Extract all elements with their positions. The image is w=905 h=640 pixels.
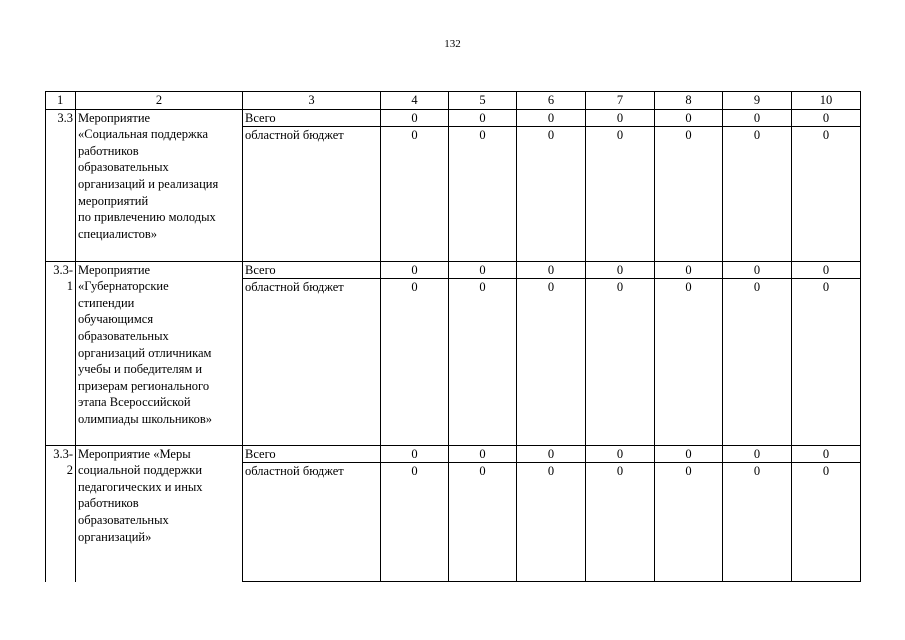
funding-source: Всего: [243, 109, 381, 127]
value-cell: 0: [792, 463, 861, 582]
item-name-line: «Социальная поддержка: [78, 127, 209, 142]
item-name-line: обучающимся: [78, 312, 154, 327]
value-cell: 0: [586, 279, 655, 445]
value-cell: 0: [449, 463, 517, 582]
item-name: [76, 445, 243, 582]
item-number: 3.3: [46, 109, 76, 261]
value-cell: 0: [655, 463, 723, 582]
value-cell: 0: [381, 445, 449, 463]
value-cell: 0: [517, 109, 586, 127]
item-name-line: этапа Всероссийской: [78, 395, 191, 410]
value-cell: 0: [655, 127, 723, 261]
value-cell: 0: [381, 127, 449, 261]
value-cell: 0: [381, 463, 449, 582]
item-name: [76, 109, 243, 261]
column-header: 9: [723, 92, 792, 110]
item-name-line: Мероприятие: [78, 262, 151, 277]
value-cell: 0: [381, 279, 449, 445]
item-number: 3.3-2: [46, 445, 76, 582]
table-row: [46, 261, 861, 279]
value-cell: 0: [723, 127, 792, 261]
value-cell: 0: [792, 261, 861, 279]
value-cell: 0: [517, 279, 586, 445]
value-cell: 0: [449, 109, 517, 127]
funding-source: областной бюджет: [243, 127, 381, 261]
value-cell: 0: [723, 279, 792, 445]
value-cell: 0: [586, 445, 655, 463]
value-cell: 0: [586, 109, 655, 127]
value-cell: 0: [655, 261, 723, 279]
value-cell: 0: [723, 109, 792, 127]
item-name-line: учебы и победителям и: [78, 362, 203, 377]
item-name-line: работников: [78, 496, 139, 511]
item-name: [76, 261, 243, 445]
item-name-line: организаций отличникам: [78, 345, 212, 360]
item-name-line: образовательных: [78, 512, 169, 527]
item-name-line: образовательных: [78, 328, 169, 343]
item-name-line: по привлечению молодых: [78, 210, 216, 225]
item-name-line: педагогических и иных: [78, 479, 203, 494]
column-header: 1: [46, 92, 76, 110]
value-cell: 0: [792, 279, 861, 445]
value-cell: 0: [449, 261, 517, 279]
value-cell: 0: [517, 463, 586, 582]
value-cell: 0: [655, 445, 723, 463]
funding-source: областной бюджет: [243, 463, 381, 582]
item-number: 3.3-1: [46, 261, 76, 445]
value-cell: 0: [449, 127, 517, 261]
funding-source: Всего: [243, 261, 381, 279]
budget-table: [45, 91, 861, 582]
column-header: 2: [76, 92, 243, 110]
item-name-line: Мероприятие «Меры: [78, 446, 191, 461]
value-cell: 0: [586, 463, 655, 582]
table-row: [46, 445, 861, 463]
item-name-line: образовательных: [78, 160, 169, 175]
value-cell: 0: [655, 109, 723, 127]
table-row: [46, 109, 861, 127]
funding-source: Всего: [243, 445, 381, 463]
column-header: 6: [517, 92, 586, 110]
page-number: 132: [444, 38, 461, 50]
column-header: 10: [792, 92, 861, 110]
value-cell: 0: [792, 445, 861, 463]
column-header: 4: [381, 92, 449, 110]
item-name-line: работников: [78, 143, 139, 158]
item-name-line: специалистов»: [78, 226, 157, 241]
value-cell: 0: [449, 445, 517, 463]
value-cell: 0: [517, 445, 586, 463]
item-name-line: стипендии: [78, 295, 135, 310]
value-cell: 0: [723, 261, 792, 279]
column-header: 7: [586, 92, 655, 110]
value-cell: 0: [517, 261, 586, 279]
column-header: 8: [655, 92, 723, 110]
funding-source: областной бюджет: [243, 279, 381, 445]
value-cell: 0: [655, 279, 723, 445]
value-cell: 0: [381, 261, 449, 279]
column-header: 3: [243, 92, 381, 110]
item-name-line: социальной поддержки: [78, 463, 203, 478]
item-name-line: мероприятий: [78, 193, 149, 208]
value-cell: 0: [586, 261, 655, 279]
value-cell: 0: [792, 109, 861, 127]
item-name-line: олимпиады школьников»: [78, 411, 213, 426]
value-cell: 0: [381, 109, 449, 127]
column-header-row: [46, 92, 861, 110]
item-name-line: Мероприятие: [78, 110, 151, 125]
item-name-line: организаций и реализация: [78, 176, 219, 191]
value-cell: 0: [723, 463, 792, 582]
value-cell: 0: [449, 279, 517, 445]
value-cell: 0: [517, 127, 586, 261]
item-name-line: призерам регионального: [78, 378, 210, 393]
value-cell: 0: [723, 445, 792, 463]
item-name-line: «Губернаторские: [78, 279, 169, 294]
value-cell: 0: [792, 127, 861, 261]
value-cell: 0: [586, 127, 655, 261]
item-name-line: организаций»: [78, 529, 152, 544]
column-header: 5: [449, 92, 517, 110]
